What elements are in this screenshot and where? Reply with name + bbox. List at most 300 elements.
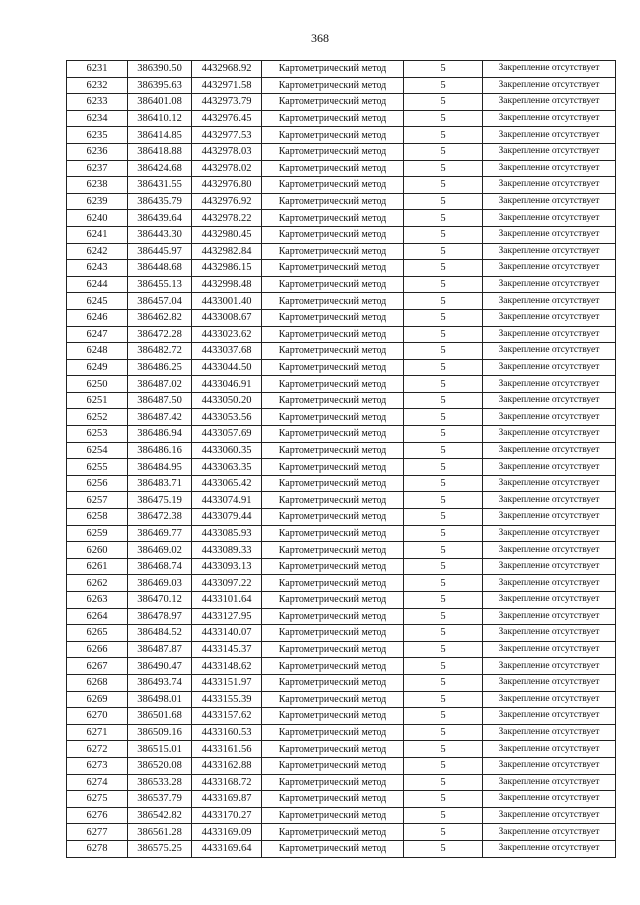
x-coordinate-cell: 386424.68 xyxy=(128,160,192,177)
y-coordinate-cell: 4432976.45 xyxy=(192,110,262,127)
point-number-cell: 6266 xyxy=(67,641,128,658)
accuracy-cell: 5 xyxy=(404,558,483,575)
point-number-cell: 6253 xyxy=(67,426,128,443)
fixation-cell: Закрепление отсутствует xyxy=(483,757,616,774)
accuracy-cell: 5 xyxy=(404,509,483,526)
x-coordinate-cell: 386533.28 xyxy=(128,774,192,791)
x-coordinate-cell: 386490.47 xyxy=(128,658,192,675)
fixation-cell: Закрепление отсутствует xyxy=(483,774,616,791)
point-number-cell: 6244 xyxy=(67,276,128,293)
method-cell: Картометрический метод xyxy=(262,143,404,160)
y-coordinate-cell: 4433046.91 xyxy=(192,376,262,393)
table-row xyxy=(67,177,616,194)
table-row xyxy=(67,592,616,609)
table-row xyxy=(67,276,616,293)
x-coordinate-cell: 386475.19 xyxy=(128,492,192,509)
table-row xyxy=(67,226,616,243)
y-coordinate-cell: 4433050.20 xyxy=(192,392,262,409)
point-number-cell: 6256 xyxy=(67,475,128,492)
x-coordinate-cell: 386462.82 xyxy=(128,309,192,326)
accuracy-cell: 5 xyxy=(404,674,483,691)
point-number-cell: 6239 xyxy=(67,193,128,210)
y-coordinate-cell: 4433008.67 xyxy=(192,309,262,326)
fixation-cell: Закрепление отсутствует xyxy=(483,509,616,526)
x-coordinate-cell: 386486.25 xyxy=(128,359,192,376)
x-coordinate-cell: 386509.16 xyxy=(128,724,192,741)
method-cell: Картометрический метод xyxy=(262,625,404,642)
fixation-cell: Закрепление отсутствует xyxy=(483,608,616,625)
y-coordinate-cell: 4433065.42 xyxy=(192,475,262,492)
table-row xyxy=(67,741,616,758)
table-row xyxy=(67,641,616,658)
fixation-cell: Закрепление отсутствует xyxy=(483,160,616,177)
table-row xyxy=(67,807,616,824)
method-cell: Картометрический метод xyxy=(262,409,404,426)
method-cell: Картометрический метод xyxy=(262,824,404,841)
y-coordinate-cell: 4433127.95 xyxy=(192,608,262,625)
point-number-cell: 6268 xyxy=(67,674,128,691)
point-number-cell: 6249 xyxy=(67,359,128,376)
point-number-cell: 6251 xyxy=(67,392,128,409)
fixation-cell: Закрепление отсутствует xyxy=(483,343,616,360)
accuracy-cell: 5 xyxy=(404,542,483,559)
fixation-cell: Закрепление отсутствует xyxy=(483,525,616,542)
y-coordinate-cell: 4433162.88 xyxy=(192,757,262,774)
accuracy-cell: 5 xyxy=(404,276,483,293)
x-coordinate-cell: 386401.08 xyxy=(128,94,192,111)
x-coordinate-cell: 386484.95 xyxy=(128,459,192,476)
point-number-cell: 6246 xyxy=(67,309,128,326)
fixation-cell: Закрепление отсутствует xyxy=(483,94,616,111)
x-coordinate-cell: 386439.64 xyxy=(128,210,192,227)
y-coordinate-cell: 4433079.44 xyxy=(192,509,262,526)
method-cell: Картометрический метод xyxy=(262,359,404,376)
table-row xyxy=(67,525,616,542)
coordinates-table-body xyxy=(67,61,616,858)
x-coordinate-cell: 386448.68 xyxy=(128,260,192,277)
point-number-cell: 6260 xyxy=(67,542,128,559)
fixation-cell: Закрепление отсутствует xyxy=(483,575,616,592)
method-cell: Картометрический метод xyxy=(262,326,404,343)
point-number-cell: 6231 xyxy=(67,61,128,78)
x-coordinate-cell: 386478.97 xyxy=(128,608,192,625)
accuracy-cell: 5 xyxy=(404,575,483,592)
x-coordinate-cell: 386435.79 xyxy=(128,193,192,210)
point-number-cell: 6263 xyxy=(67,592,128,609)
x-coordinate-cell: 386395.63 xyxy=(128,77,192,94)
fixation-cell: Закрепление отсутствует xyxy=(483,741,616,758)
accuracy-cell: 5 xyxy=(404,724,483,741)
method-cell: Картометрический метод xyxy=(262,691,404,708)
y-coordinate-cell: 4433160.53 xyxy=(192,724,262,741)
point-number-cell: 6274 xyxy=(67,774,128,791)
method-cell: Картометрический метод xyxy=(262,658,404,675)
y-coordinate-cell: 4433044.50 xyxy=(192,359,262,376)
method-cell: Картометрический метод xyxy=(262,525,404,542)
accuracy-cell: 5 xyxy=(404,592,483,609)
method-cell: Картометрический метод xyxy=(262,260,404,277)
method-cell: Картометрический метод xyxy=(262,61,404,78)
x-coordinate-cell: 386445.97 xyxy=(128,243,192,260)
table-row xyxy=(67,708,616,725)
y-coordinate-cell: 4433151.97 xyxy=(192,674,262,691)
accuracy-cell: 5 xyxy=(404,492,483,509)
y-coordinate-cell: 4432976.92 xyxy=(192,193,262,210)
accuracy-cell: 5 xyxy=(404,525,483,542)
method-cell: Картометрический метод xyxy=(262,392,404,409)
y-coordinate-cell: 4433155.39 xyxy=(192,691,262,708)
x-coordinate-cell: 386484.52 xyxy=(128,625,192,642)
method-cell: Картометрический метод xyxy=(262,177,404,194)
accuracy-cell: 5 xyxy=(404,641,483,658)
y-coordinate-cell: 4432982.84 xyxy=(192,243,262,260)
point-number-cell: 6254 xyxy=(67,442,128,459)
x-coordinate-cell: 386390.50 xyxy=(128,61,192,78)
fixation-cell: Закрепление отсутствует xyxy=(483,840,616,857)
page-number: 368 xyxy=(311,31,329,45)
y-coordinate-cell: 4433060.35 xyxy=(192,442,262,459)
fixation-cell: Закрепление отсутствует xyxy=(483,77,616,94)
method-cell: Картометрический метод xyxy=(262,77,404,94)
table-row xyxy=(67,210,616,227)
table-row xyxy=(67,840,616,857)
x-coordinate-cell: 386472.38 xyxy=(128,509,192,526)
method-cell: Картометрический метод xyxy=(262,110,404,127)
table-row xyxy=(67,492,616,509)
table-row xyxy=(67,608,616,625)
table-row xyxy=(67,293,616,310)
y-coordinate-cell: 4433097.22 xyxy=(192,575,262,592)
fixation-cell: Закрепление отсутствует xyxy=(483,110,616,127)
method-cell: Картометрический метод xyxy=(262,309,404,326)
method-cell: Картометрический метод xyxy=(262,558,404,575)
y-coordinate-cell: 4432973.79 xyxy=(192,94,262,111)
table-row xyxy=(67,61,616,78)
accuracy-cell: 5 xyxy=(404,442,483,459)
point-number-cell: 6264 xyxy=(67,608,128,625)
method-cell: Картометрический метод xyxy=(262,741,404,758)
method-cell: Картометрический метод xyxy=(262,840,404,857)
x-coordinate-cell: 386469.03 xyxy=(128,575,192,592)
y-coordinate-cell: 4433101.64 xyxy=(192,592,262,609)
table-row xyxy=(67,160,616,177)
fixation-cell: Закрепление отсутствует xyxy=(483,824,616,841)
y-coordinate-cell: 4432968.92 xyxy=(192,61,262,78)
accuracy-cell: 5 xyxy=(404,127,483,144)
table-row xyxy=(67,824,616,841)
fixation-cell: Закрепление отсутствует xyxy=(483,708,616,725)
accuracy-cell: 5 xyxy=(404,791,483,808)
accuracy-cell: 5 xyxy=(404,226,483,243)
point-number-cell: 6255 xyxy=(67,459,128,476)
x-coordinate-cell: 386469.02 xyxy=(128,542,192,559)
point-number-cell: 6235 xyxy=(67,127,128,144)
method-cell: Картометрический метод xyxy=(262,674,404,691)
x-coordinate-cell: 386470.12 xyxy=(128,592,192,609)
accuracy-cell: 5 xyxy=(404,343,483,360)
table-row xyxy=(67,309,616,326)
table-row xyxy=(67,94,616,111)
y-coordinate-cell: 4433053.56 xyxy=(192,409,262,426)
y-coordinate-cell: 4433169.87 xyxy=(192,791,262,808)
table-row xyxy=(67,326,616,343)
x-coordinate-cell: 386498.01 xyxy=(128,691,192,708)
fixation-cell: Закрепление отсутствует xyxy=(483,226,616,243)
point-number-cell: 6247 xyxy=(67,326,128,343)
method-cell: Картометрический метод xyxy=(262,492,404,509)
x-coordinate-cell: 386410.12 xyxy=(128,110,192,127)
table-row xyxy=(67,558,616,575)
accuracy-cell: 5 xyxy=(404,77,483,94)
table-row xyxy=(67,542,616,559)
accuracy-cell: 5 xyxy=(404,359,483,376)
method-cell: Картометрический метод xyxy=(262,243,404,260)
point-number-cell: 6252 xyxy=(67,409,128,426)
fixation-cell: Закрепление отсутствует xyxy=(483,724,616,741)
fixation-cell: Закрепление отсутствует xyxy=(483,127,616,144)
x-coordinate-cell: 386520.08 xyxy=(128,757,192,774)
fixation-cell: Закрепление отсутствует xyxy=(483,293,616,310)
point-number-cell: 6259 xyxy=(67,525,128,542)
point-number-cell: 6258 xyxy=(67,509,128,526)
accuracy-cell: 5 xyxy=(404,177,483,194)
point-number-cell: 6271 xyxy=(67,724,128,741)
method-cell: Картометрический метод xyxy=(262,210,404,227)
point-number-cell: 6241 xyxy=(67,226,128,243)
y-coordinate-cell: 4432980.45 xyxy=(192,226,262,243)
fixation-cell: Закрепление отсутствует xyxy=(483,542,616,559)
table-row xyxy=(67,691,616,708)
point-number-cell: 6270 xyxy=(67,708,128,725)
accuracy-cell: 5 xyxy=(404,691,483,708)
point-number-cell: 6273 xyxy=(67,757,128,774)
fixation-cell: Закрепление отсутствует xyxy=(483,392,616,409)
fixation-cell: Закрепление отсутствует xyxy=(483,625,616,642)
accuracy-cell: 5 xyxy=(404,625,483,642)
fixation-cell: Закрепление отсутствует xyxy=(483,691,616,708)
x-coordinate-cell: 386575.25 xyxy=(128,840,192,857)
x-coordinate-cell: 386431.55 xyxy=(128,177,192,194)
fixation-cell: Закрепление отсутствует xyxy=(483,210,616,227)
accuracy-cell: 5 xyxy=(404,309,483,326)
table-row xyxy=(67,757,616,774)
accuracy-cell: 5 xyxy=(404,193,483,210)
x-coordinate-cell: 386418.88 xyxy=(128,143,192,160)
method-cell: Картометрический метод xyxy=(262,608,404,625)
point-number-cell: 6233 xyxy=(67,94,128,111)
x-coordinate-cell: 386482.72 xyxy=(128,343,192,360)
x-coordinate-cell: 386483.71 xyxy=(128,475,192,492)
point-number-cell: 6240 xyxy=(67,210,128,227)
fixation-cell: Закрепление отсутствует xyxy=(483,459,616,476)
y-coordinate-cell: 4433085.93 xyxy=(192,525,262,542)
accuracy-cell: 5 xyxy=(404,475,483,492)
accuracy-cell: 5 xyxy=(404,741,483,758)
method-cell: Картометрический метод xyxy=(262,791,404,808)
point-number-cell: 6245 xyxy=(67,293,128,310)
y-coordinate-cell: 4433074.91 xyxy=(192,492,262,509)
x-coordinate-cell: 386561.28 xyxy=(128,824,192,841)
y-coordinate-cell: 4433145.37 xyxy=(192,641,262,658)
fixation-cell: Закрепление отсутствует xyxy=(483,442,616,459)
fixation-cell: Закрепление отсутствует xyxy=(483,426,616,443)
y-coordinate-cell: 4433168.72 xyxy=(192,774,262,791)
table-row xyxy=(67,724,616,741)
y-coordinate-cell: 4432977.53 xyxy=(192,127,262,144)
y-coordinate-cell: 4433169.64 xyxy=(192,840,262,857)
x-coordinate-cell: 386487.02 xyxy=(128,376,192,393)
point-number-cell: 6234 xyxy=(67,110,128,127)
x-coordinate-cell: 386469.77 xyxy=(128,525,192,542)
method-cell: Картометрический метод xyxy=(262,293,404,310)
x-coordinate-cell: 386472.28 xyxy=(128,326,192,343)
point-number-cell: 6236 xyxy=(67,143,128,160)
table-row xyxy=(67,359,616,376)
fixation-cell: Закрепление отсутствует xyxy=(483,61,616,78)
y-coordinate-cell: 4432978.22 xyxy=(192,210,262,227)
y-coordinate-cell: 4433093.13 xyxy=(192,558,262,575)
x-coordinate-cell: 386487.87 xyxy=(128,641,192,658)
y-coordinate-cell: 4432978.03 xyxy=(192,143,262,160)
fixation-cell: Закрепление отсутствует xyxy=(483,409,616,426)
fixation-cell: Закрепление отсутствует xyxy=(483,492,616,509)
method-cell: Картометрический метод xyxy=(262,127,404,144)
method-cell: Картометрический метод xyxy=(262,509,404,526)
accuracy-cell: 5 xyxy=(404,392,483,409)
point-number-cell: 6242 xyxy=(67,243,128,260)
table-row xyxy=(67,376,616,393)
point-number-cell: 6275 xyxy=(67,791,128,808)
table-row xyxy=(67,243,616,260)
y-coordinate-cell: 4432978.02 xyxy=(192,160,262,177)
accuracy-cell: 5 xyxy=(404,426,483,443)
x-coordinate-cell: 386537.79 xyxy=(128,791,192,808)
x-coordinate-cell: 386443.30 xyxy=(128,226,192,243)
accuracy-cell: 5 xyxy=(404,94,483,111)
fixation-cell: Закрепление отсутствует xyxy=(483,376,616,393)
method-cell: Картометрический метод xyxy=(262,641,404,658)
point-number-cell: 6261 xyxy=(67,558,128,575)
coordinates-table xyxy=(66,60,616,858)
method-cell: Картометрический метод xyxy=(262,592,404,609)
method-cell: Картометрический метод xyxy=(262,475,404,492)
fixation-cell: Закрепление отсутствует xyxy=(483,143,616,160)
method-cell: Картометрический метод xyxy=(262,276,404,293)
y-coordinate-cell: 4433157.62 xyxy=(192,708,262,725)
accuracy-cell: 5 xyxy=(404,110,483,127)
y-coordinate-cell: 4433161.56 xyxy=(192,741,262,758)
method-cell: Картометрический метод xyxy=(262,193,404,210)
accuracy-cell: 5 xyxy=(404,409,483,426)
accuracy-cell: 5 xyxy=(404,243,483,260)
fixation-cell: Закрепление отсутствует xyxy=(483,641,616,658)
table-row xyxy=(67,77,616,94)
point-number-cell: 6237 xyxy=(67,160,128,177)
point-number-cell: 6257 xyxy=(67,492,128,509)
table-row xyxy=(67,442,616,459)
table-row xyxy=(67,791,616,808)
point-number-cell: 6265 xyxy=(67,625,128,642)
table-row xyxy=(67,658,616,675)
point-number-cell: 6272 xyxy=(67,741,128,758)
method-cell: Картометрический метод xyxy=(262,724,404,741)
x-coordinate-cell: 386542.82 xyxy=(128,807,192,824)
fixation-cell: Закрепление отсутствует xyxy=(483,791,616,808)
point-number-cell: 6278 xyxy=(67,840,128,857)
method-cell: Картометрический метод xyxy=(262,376,404,393)
accuracy-cell: 5 xyxy=(404,376,483,393)
point-number-cell: 6277 xyxy=(67,824,128,841)
x-coordinate-cell: 386487.50 xyxy=(128,392,192,409)
table-row xyxy=(67,343,616,360)
method-cell: Картометрический метод xyxy=(262,160,404,177)
fixation-cell: Закрепление отсутствует xyxy=(483,193,616,210)
accuracy-cell: 5 xyxy=(404,824,483,841)
fixation-cell: Закрепление отсутствует xyxy=(483,674,616,691)
x-coordinate-cell: 386414.85 xyxy=(128,127,192,144)
y-coordinate-cell: 4433169.09 xyxy=(192,824,262,841)
y-coordinate-cell: 4433001.40 xyxy=(192,293,262,310)
point-number-cell: 6232 xyxy=(67,77,128,94)
fixation-cell: Закрепление отсутствует xyxy=(483,807,616,824)
method-cell: Картометрический метод xyxy=(262,757,404,774)
fixation-cell: Закрепление отсутствует xyxy=(483,177,616,194)
fixation-cell: Закрепление отсутствует xyxy=(483,276,616,293)
table-row xyxy=(67,392,616,409)
x-coordinate-cell: 386515.01 xyxy=(128,741,192,758)
accuracy-cell: 5 xyxy=(404,326,483,343)
x-coordinate-cell: 386501.68 xyxy=(128,708,192,725)
accuracy-cell: 5 xyxy=(404,658,483,675)
y-coordinate-cell: 4433023.62 xyxy=(192,326,262,343)
y-coordinate-cell: 4432998.48 xyxy=(192,276,262,293)
point-number-cell: 6276 xyxy=(67,807,128,824)
y-coordinate-cell: 4432971.58 xyxy=(192,77,262,94)
method-cell: Картометрический метод xyxy=(262,442,404,459)
accuracy-cell: 5 xyxy=(404,210,483,227)
method-cell: Картометрический метод xyxy=(262,343,404,360)
point-number-cell: 6238 xyxy=(67,177,128,194)
table-row xyxy=(67,625,616,642)
method-cell: Картометрический метод xyxy=(262,708,404,725)
y-coordinate-cell: 4433089.33 xyxy=(192,542,262,559)
fixation-cell: Закрепление отсутствует xyxy=(483,309,616,326)
x-coordinate-cell: 386455.13 xyxy=(128,276,192,293)
table-row xyxy=(67,110,616,127)
x-coordinate-cell: 386487.42 xyxy=(128,409,192,426)
method-cell: Картометрический метод xyxy=(262,459,404,476)
accuracy-cell: 5 xyxy=(404,608,483,625)
accuracy-cell: 5 xyxy=(404,757,483,774)
accuracy-cell: 5 xyxy=(404,774,483,791)
x-coordinate-cell: 386493.74 xyxy=(128,674,192,691)
point-number-cell: 6269 xyxy=(67,691,128,708)
fixation-cell: Закрепление отсутствует xyxy=(483,243,616,260)
accuracy-cell: 5 xyxy=(404,260,483,277)
point-number-cell: 6248 xyxy=(67,343,128,360)
fixation-cell: Закрепление отсутствует xyxy=(483,260,616,277)
table-row xyxy=(67,674,616,691)
table-row xyxy=(67,509,616,526)
accuracy-cell: 5 xyxy=(404,840,483,857)
table-row xyxy=(67,475,616,492)
fixation-cell: Закрепление отсутствует xyxy=(483,658,616,675)
point-number-cell: 6243 xyxy=(67,260,128,277)
x-coordinate-cell: 386486.94 xyxy=(128,426,192,443)
y-coordinate-cell: 4433063.35 xyxy=(192,459,262,476)
fixation-cell: Закрепление отсутствует xyxy=(483,592,616,609)
accuracy-cell: 5 xyxy=(404,807,483,824)
